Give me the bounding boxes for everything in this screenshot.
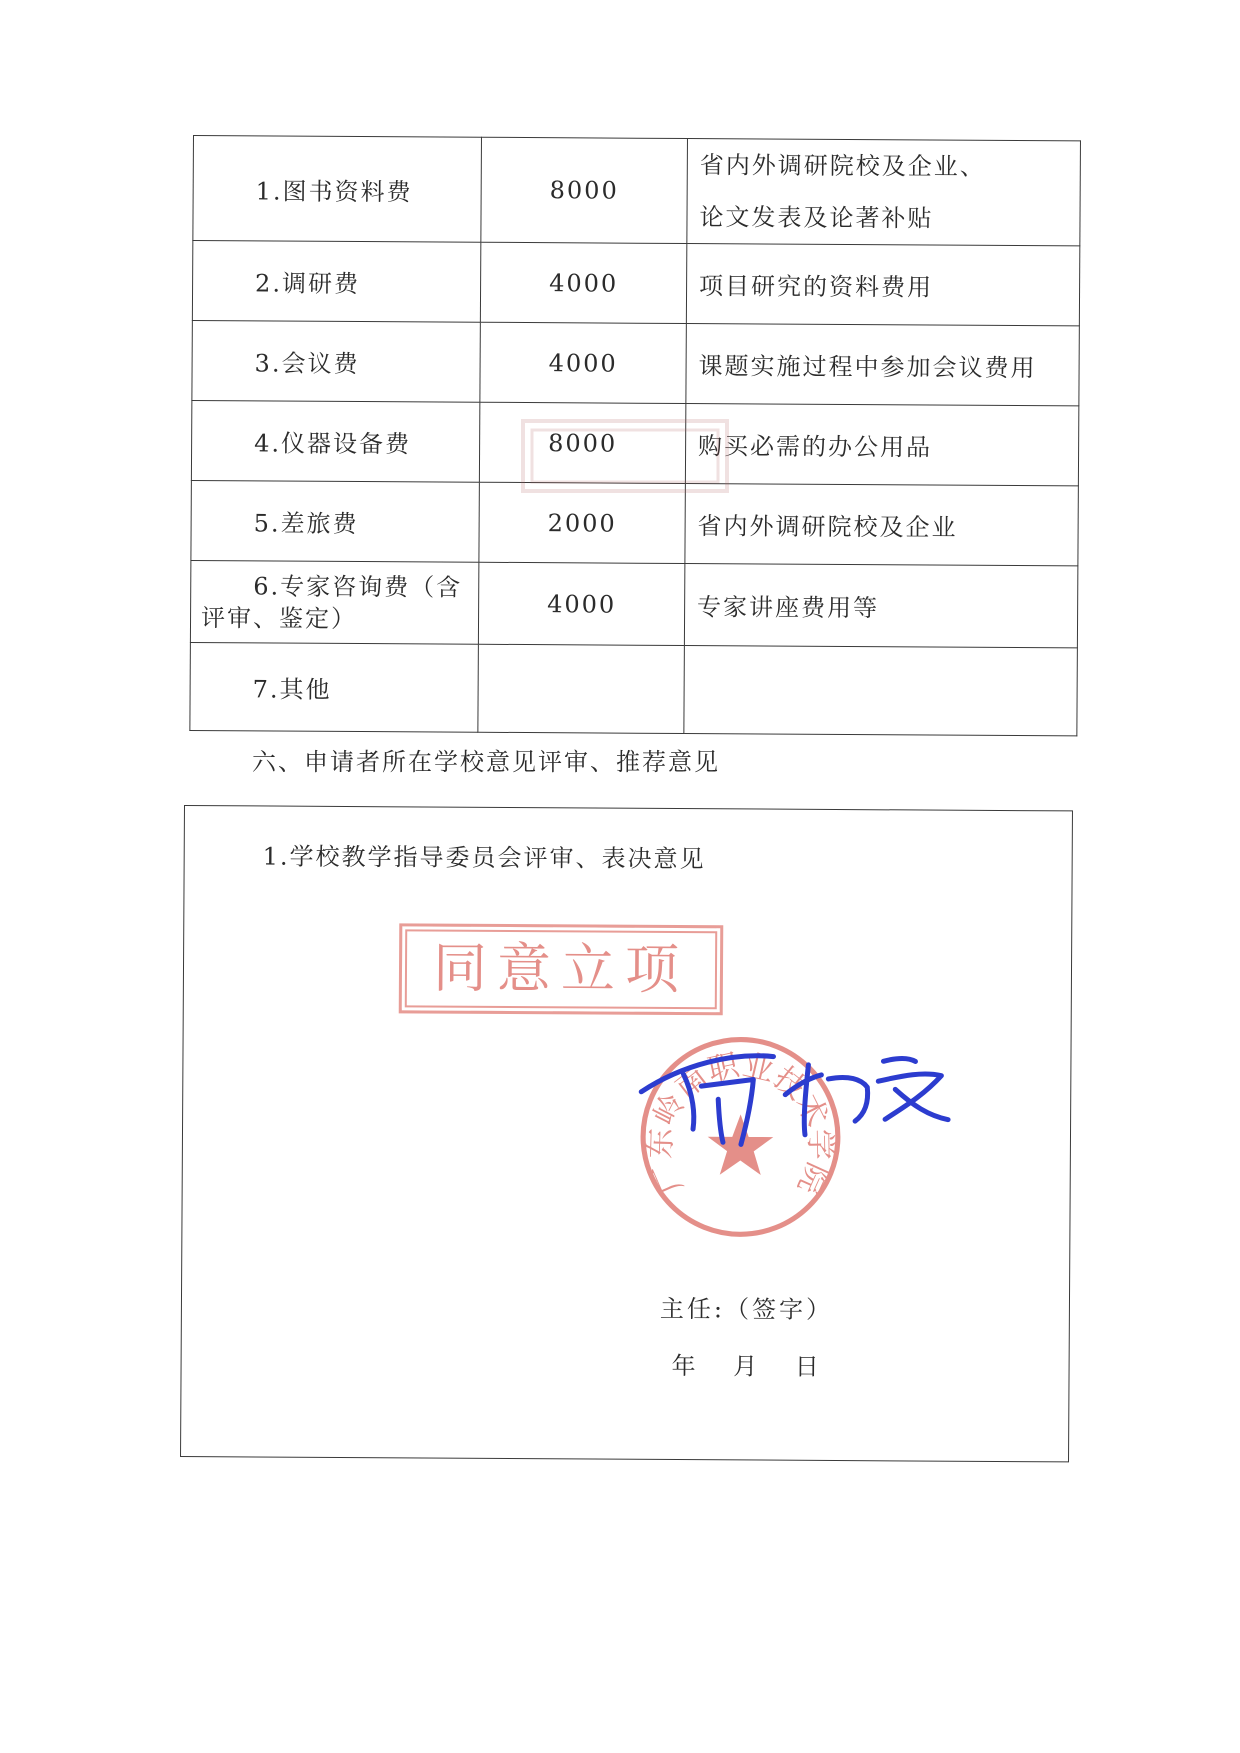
budget-note-line: 省内外调研院校及企业: [697, 512, 958, 542]
approval-stamp: 同意立项: [399, 923, 724, 1015]
budget-note-cell: [687, 139, 1081, 246]
budget-amount-cell: 4000: [479, 562, 685, 645]
budget-amount-cell: 8000: [481, 137, 687, 243]
budget-note-cell: [685, 484, 1079, 566]
budget-item-cell: [190, 642, 479, 732]
seal-text: 广东岭南职业技术学院: [642, 1047, 839, 1201]
budget-note-cell: [685, 404, 1079, 486]
budget-amount-cell: 4000: [481, 242, 687, 323]
budget-note-cell: [686, 244, 1080, 326]
budget-item-label: 5.差旅费: [253, 509, 359, 539]
budget-item-cell: [190, 560, 479, 644]
budget-note-line: 论文发表及论著补贴: [699, 203, 934, 233]
budget-amount-cell: 8000: [480, 402, 686, 483]
budget-item-label: 3.会议费: [254, 349, 360, 379]
table-row: [190, 560, 1077, 647]
budget-note-line: 专家讲座费用等: [696, 593, 880, 623]
budget-item-cell: [192, 241, 481, 323]
budget-item-cell: [192, 320, 481, 402]
budget-note-line: 项目研究的资料费用: [698, 272, 934, 302]
handwritten-signature: [623, 1034, 964, 1186]
budget-item-cell: [191, 480, 480, 562]
budget-note-line: 省内外调研院校及企业、: [699, 151, 986, 181]
budget-amount-cell: 4000: [480, 322, 686, 403]
budget-amount-cell: [478, 644, 684, 733]
budget-item-label: 7.其他: [252, 675, 332, 704]
table-row: [192, 320, 1079, 405]
budget-amount-cell: 2000: [479, 482, 685, 563]
budget-note-line: 购买必需的办公用品: [697, 432, 933, 462]
budget-note-cell: [684, 646, 1078, 736]
budget-item-cell: [191, 400, 480, 482]
budget-item-cell: [193, 136, 482, 243]
committee-opinion-title: 1.学校教学指导委员会评审、表决意见: [262, 842, 706, 874]
budget-note-cell: [684, 564, 1078, 648]
budget-item-label: 2.调研费: [255, 269, 361, 299]
table-row: [190, 642, 1078, 735]
director-signature-label: 主任:（签字）: [659, 1294, 834, 1324]
table-row: [192, 241, 1079, 326]
table-row: [193, 136, 1081, 246]
section-heading: 六、申请者所在学校意见评审、推荐意见: [252, 748, 720, 776]
budget-item-label: 6.专家咨询费（含评审、鉴定）: [200, 571, 463, 633]
budget-item-label: 4.仪器设备费: [254, 429, 412, 459]
budget-note-cell: [686, 324, 1080, 406]
budget-item-label: 1.图书资料费: [255, 176, 413, 206]
budget-note-line: 课题实施过程中参加会议费用: [698, 352, 1037, 383]
opinion-box: [180, 805, 1073, 1462]
stamp-bleed-through: [520, 418, 730, 494]
date-label: 年 月 日: [671, 1351, 821, 1381]
